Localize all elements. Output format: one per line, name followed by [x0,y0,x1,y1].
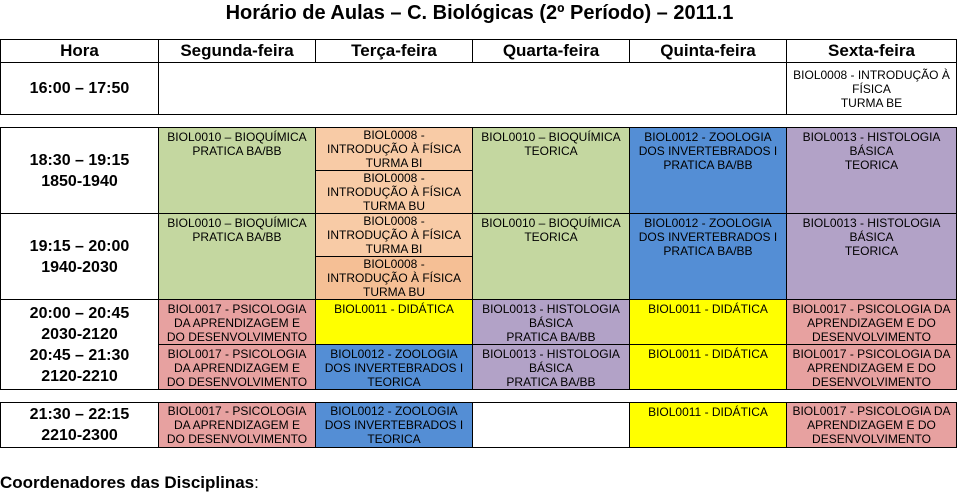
row-2000 [1,300,957,345]
row-2130 [1,403,957,448]
cell-wed-2000: BIOL0013 - HISTOLOGIA BÁSICA PRATICA BA/BB [473,300,630,345]
cell-wed-1915: BIOL0010 – BIOQUÍMICA TEORICA [473,214,630,300]
footer-text: Coordenadores das Disciplinas [0,473,255,492]
cell-wed-2045: BIOL0013 - HISTOLOGIA BÁSICA PRATICA BA/BB [473,345,630,390]
row-1830-a [1,128,957,171]
cell-tue-2000: BIOL0011 - DIDÁTICA [316,300,473,345]
row-1915-a [1,214,957,257]
cell-fri-1830: BIOL0013 - HISTOLOGIA BÁSICA TEORICA [787,128,957,214]
time-1830: 18:30 – 19:15 1850-1940 [1,128,159,214]
cell-fri-2000: BIOL0017 - PSICOLOGIA DA APRENDIZAGEM E DO DESENVOLVIMENTO [787,300,957,345]
cell-thu-1915: BIOL0012 - ZOOLOGIA DOS INVERTEBRADOS I PRATICA BA/BB [630,214,787,300]
cell-tue-2130: BIOL0012 - ZOOLOGIA DOS INVERTEBRADOS I TEORICA [316,403,473,448]
cell-thu-2000: BIOL0011 - DIDÁTICA [630,300,787,345]
cell-tue-d: BIOL0008 - INTRODUÇÃO À FÍSICA TURMA BU [316,257,473,300]
schedule-table [0,39,957,448]
footer-colon: : [254,473,259,492]
header-hora: Hora [1,40,159,63]
cell-tue-b: BIOL0008 - INTRODUÇÃO À FÍSICA TURMA BU [316,171,473,214]
empty-cell [159,63,787,115]
cell-fri-2130: BIOL0017 - PSICOLOGIA DA APRENDIZAGEM E DO DESENVOLVIMENTO [787,403,957,448]
header-tuesday: Terça-feira [316,40,473,63]
cell-thu-1830: BIOL0012 - ZOOLOGIA DOS INVERTEBRADOS I PRATICA BA/BB [630,128,787,214]
cell-fri-2045: BIOL0017 - PSICOLOGIA DA APRENDIZAGEM E DO DESENVOLVIMENTO [787,345,957,390]
time-1600: 16:00 – 17:50 [1,63,159,115]
empty-cell [473,403,630,448]
cell-wed-1830: BIOL0010 – BIOQUÍMICA TEORICA [473,128,630,214]
header-monday: Segunda-feira [159,40,316,63]
footer-label [0,473,259,493]
cell-tue-2045: BIOL0012 - ZOOLOGIA DOS INVERTEBRADOS I TEORICA [316,345,473,390]
cell-mon-1915: BIOL0010 – BIOQUÍMICA PRATICA BA/BB [159,214,316,300]
time-2000: 20:00 – 20:45 2030-2120 20:45 – 21:30 2120-2210 [1,300,159,390]
time-2130: 21:30 – 22:15 2210-2300 [1,403,159,448]
header-wednesday: Quarta-feira [473,40,630,63]
page-title: Horário de Aulas – C. Biológicas (2º Período) – 2011.1 [225,2,734,24]
cell-fri-1600: BIOL0008 - INTRODUÇÃO À FÍSICA TURMA BE [787,63,957,115]
cell-tue-c: BIOL0008 - INTRODUÇÃO À FÍSICA TURMA BI [316,214,473,257]
cell-mon-2000: BIOL0017 - PSICOLOGIA DA APRENDIZAGEM E DO DESENVOLVIMENTO [159,300,316,345]
cell-thu-2130: BIOL0011 - DIDÁTICA [630,403,787,448]
header-row [1,40,957,63]
cell-tue-a: BIOL0008 - INTRODUÇÃO À FÍSICA TURMA BI [316,128,473,171]
cell-thu-2045: BIOL0011 - DIDÁTICA [630,345,787,390]
time-1915: 19:15 – 20:00 1940-2030 [1,214,159,300]
cell-mon-2045: BIOL0017 - PSICOLOGIA DA APRENDIZAGEM E DO DESENVOLVIMENTO [159,345,316,390]
header-thursday: Quinta-feira [630,40,787,63]
row-1600 [1,63,957,115]
cell-mon-1830: BIOL0010 – BIOQUÍMICA PRATICA BA/BB [159,128,316,214]
spacer [1,390,957,403]
spacer [1,115,957,128]
cell-mon-2130: BIOL0017 - PSICOLOGIA DA APRENDIZAGEM E DO DESENVOLVIMENTO [159,403,316,448]
header-friday: Sexta-feira [787,40,957,63]
cell-fri-1915: BIOL0013 - HISTOLOGIA BÁSICA TEORICA [787,214,957,300]
